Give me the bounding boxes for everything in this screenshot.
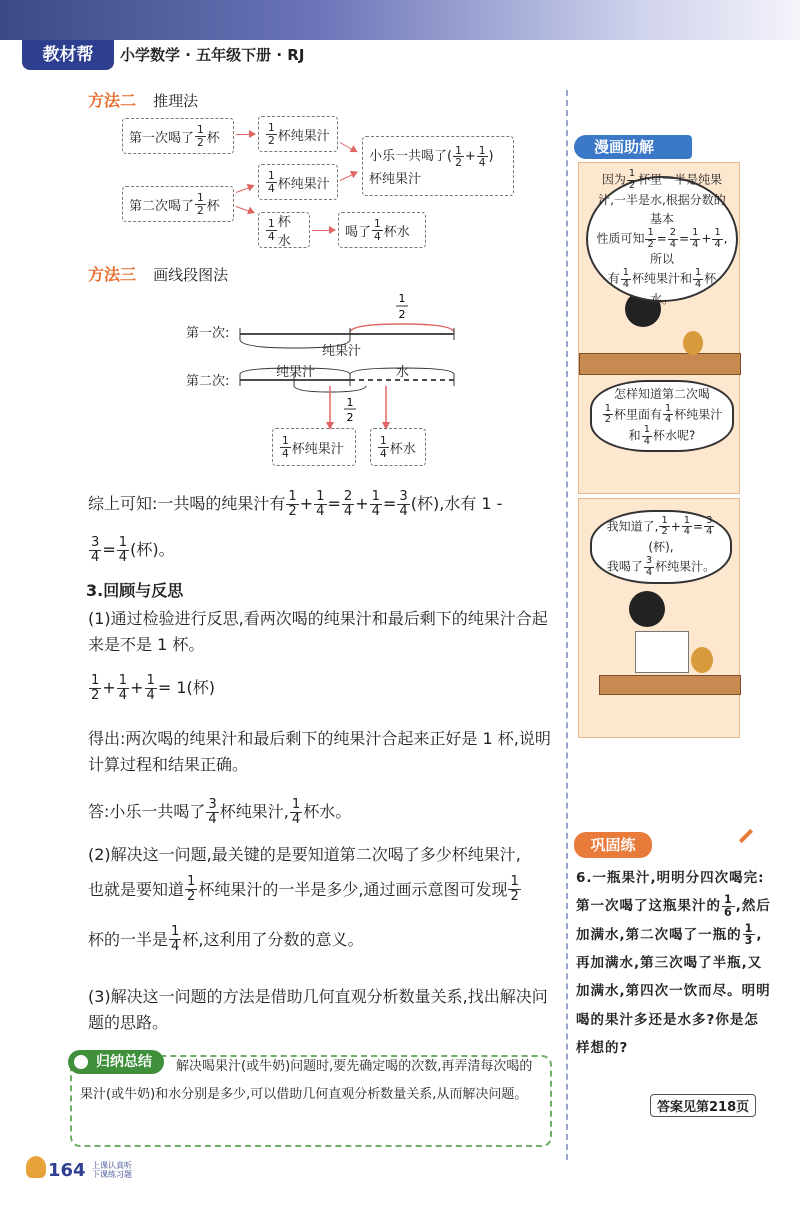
arrow-2 [236,186,253,193]
first-drink-box: 第一次喝了 1 2 杯 [122,118,234,154]
svg-text:1: 1 [398,292,406,305]
juice-label-2: 纯果汁 [276,365,316,380]
header-band [0,0,800,40]
method2-heading: 方法二 推理法 [88,91,199,110]
exercise-6: 6.一瓶果汁,明明分四次喝完:第一次喝了这瓶果汁的 $\frac{1}{6}$ ,然后加满水,第二次喝了一瓶的 $\frac{1}{3}$ ,再加满水,第三次喝了半瓶,又加满水,第四次一饮而尽。明明喝的果汁多还是水多?你是怎样想的? [576,870,771,1057]
practice-badge: 巩固练 [574,832,652,858]
seg-water-box: 1 4 杯水 [370,428,426,466]
arrow-3 [236,206,253,213]
total-juice-box: 小乐一共喝了( $\frac{1}{2}$ + $\frac{1}{4}$ ) 杯纯果汁 [362,136,514,196]
second-drink-box: 第二次喝了 1 2 杯 [122,186,234,222]
page-number: 164 [48,1160,86,1181]
review-p4: (3)解决这一问题的方法是借助几何直观分析数量关系,找出解决问题的思路。 [88,987,548,1032]
seg-juice-box: 1 4 杯纯果汁 [272,428,356,466]
mascot-icon-2 [691,647,713,673]
summary-text: 解决喝果汁(或牛奶)问题时,要先确定喝的次数,再弄清每次喝的果汁(或牛奶)和水分别是多少,可以借助几何直观分析数量关系,从而解决问题。 [80,1059,533,1102]
review-p3: (2)解决这一问题,最关键的是要知道第二次喝了多少杯纯果汁, 也就是要知道 1 2 杯纯果汁的一半是多少,通过画示意图可发现 1 2 杯的一半是 1 4 杯,这利用了分数的意义。 [88,845,521,955]
review-title: 3.回顾与反思 [86,581,184,600]
book-icon [635,631,689,673]
first-label: 第一次: [186,326,230,341]
water-label: 水 [396,365,410,380]
comic-badge: 漫画助解 [574,135,692,159]
mascot-footer-icon [26,1156,46,1178]
svg-text:2: 2 [346,411,354,424]
table-icon-2 [599,675,741,695]
total-water-box: 喝了 1 4 杯水 [338,212,426,248]
arrow-1 [236,134,254,135]
brand-label: 教材帮 [22,40,114,70]
speech-bubble-2: 怎样知道第二次喝 $\frac{1}{2}$ 杯里面有 $\frac{1}{4}$ 杯纯果汁 和 $\frac{1}{4}$ 杯水呢? [590,380,734,452]
review-p1: (1)通过检验进行反思,看两次喝的纯果汁和最后剩下的纯果汁合起来是不是 1 杯。 [88,609,548,654]
boy-icon-2 [629,591,665,627]
second-label: 第二次: [186,374,230,389]
half-juice-box: 1 2 杯纯果汁 [258,116,338,152]
mascot-icon [683,331,703,355]
review-equation: 1 2 + 1 4 + $\frac{1}{4}$ = 1(杯) [91,673,216,703]
column-divider [566,90,568,1160]
svg-text:1: 1 [346,396,354,409]
table-icon [579,353,741,375]
review-p2: 得出:两次喝的纯果汁和最后剩下的纯果汁合起来正好是 1 杯,说明计算过程和结果正确。 [88,729,551,774]
target-icon [72,1053,90,1071]
quarter-water-box: 1 4 杯水 [258,212,310,248]
book-title: 小学数学 · 五年级下册 · RJ [120,46,305,64]
footer-slogan: 上课认真听 下课练习题 [92,1161,132,1179]
pencil-icon [739,829,753,843]
svg-text:2: 2 [398,308,406,321]
juice-label: 纯果汁 [322,344,362,359]
arrow-6 [312,230,334,231]
arrow-5 [340,172,357,181]
quarter-juice-box: 1 4 杯纯果汁 [258,164,338,200]
answer-reference: 答案见第218页 [650,1094,756,1117]
review-answer: 答:小乐一共喝了 3 4 杯纯果汁, 1 4 杯水。 [88,796,352,827]
speech-bubble-1: 因为 $\frac{1}{2}$ 杯里一半是纯果 汁,一半是水,根据分数的基本 性质可知 $\frac{1}{2}$ = $\frac{2}{4}$ = $\frac{1}{4}$ + $\frac{1}{4}$ ,所以 有 $\frac{1}{4}$ 杯纯果汁和 $\frac{1}{4}$ 杯水。 [586,176,738,302]
arrow-4 [340,142,356,152]
conclusion: 综上可知:一共喝的纯果汁有 1 2 + 1 4 = 2 4 + 1 4 = 3 4 (杯),水有 1 - 3 4 = 1 4 (杯)。 [88,488,503,565]
summary-badge: 归纳总结 [68,1050,164,1074]
method3-heading: 方法三 画线段图法 [88,265,229,284]
speech-bubble-3: 我知道了, $\frac{1}{2}$ + $\frac{1}{4}$ = $\frac{3}{4}$ (杯), 我喝了 $\frac{3}{4}$ 杯纯果汁。 [590,510,732,584]
